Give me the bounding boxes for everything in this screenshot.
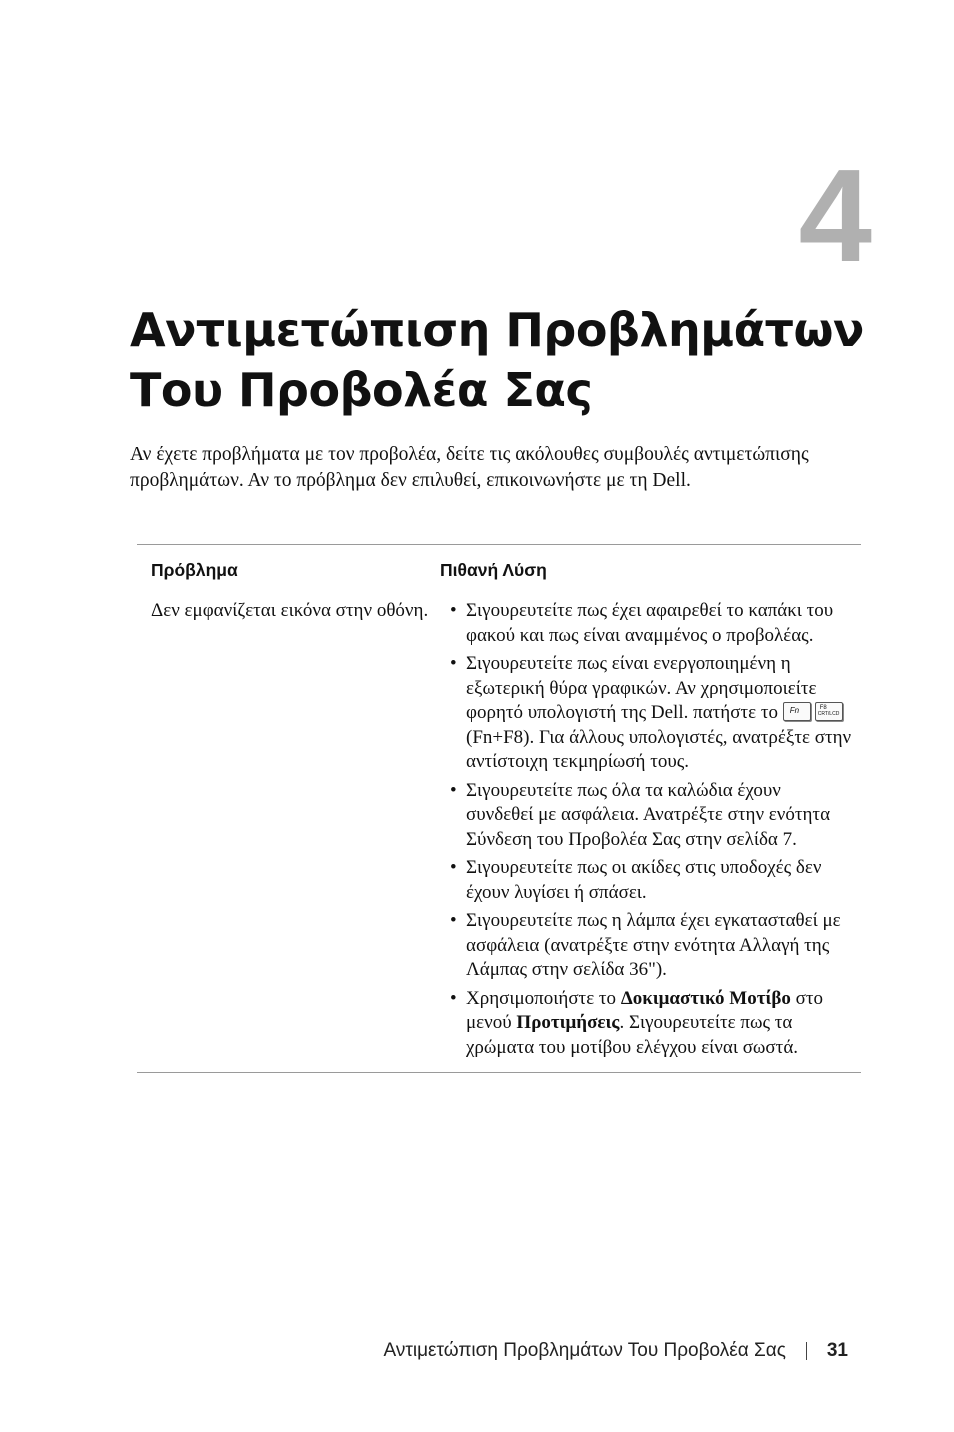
f8-key-icon — [815, 702, 843, 721]
solution-cell — [440, 599, 852, 1064]
header-solution: Πιθανή Λύση — [440, 559, 547, 580]
fn-key-icon — [783, 702, 811, 721]
f8-key-sublabel: CRT/LCD — [817, 711, 840, 717]
list-item — [440, 652, 852, 775]
table-header — [137, 545, 861, 595]
chapter-number: 4 — [798, 142, 872, 289]
preferences-term: Προτιμήσεις — [516, 1012, 620, 1033]
solution-text: . Σιγουρευτείτε πως τα χρώματα του μοτίβου ελέγχου είναι σωστά. — [466, 1012, 799, 1058]
page-footer — [384, 1340, 848, 1362]
list-item — [440, 987, 852, 1061]
solution-text: στο μενού — [466, 987, 824, 1033]
troubleshooting-table — [137, 544, 861, 1073]
header-problem: Πρόβλημα — [151, 559, 238, 580]
list-item: • Σιγουρευτείτε πως έχει αφαιρεθεί το καπάκι του φακού και πως είναι αναμμένος ο προβολέας. — [440, 599, 852, 648]
test-pattern-term: Δοκιμαστικό Μοτίβο — [620, 987, 791, 1009]
problem-cell: Δεν εμφανίζεται εικόνα στην οθόνη. — [151, 600, 429, 621]
solution-text: Σιγουρευτείτε πως είναι ενεργοποιημένη η εξωτερική θύρα γραφικών. Αν χρησιμοποιείτε φορητό υπολογιστή της Dell. πατήστε το — [466, 653, 817, 723]
page-title-line-1: Αντιμετώπιση Προβλημάτων — [130, 303, 864, 357]
table-row — [137, 595, 861, 1064]
solution-text: Χρησιμοποιήστε το — [466, 987, 621, 1009]
f8-key-label: F8 — [819, 705, 827, 711]
solution-list — [440, 599, 852, 1060]
list-item: • Σιγουρευτείτε πως οι ακίδες στις υποδοχές δεν έχουν λυγίσει ή σπάσει. — [440, 856, 852, 905]
intro-paragraph: Αν έχετε προβλήματα με τον προβολέα, δείτε τις ακόλουθες συμβουλές αντιμετώπισης προβλημάτων. Αν το πρόβλημα δεν επιλυθεί, επικοινωνήστε με τη Dell. — [130, 444, 809, 491]
list-item: • Σιγουρευτείτε πως η λάμπα έχει εγκατασταθεί με ασφάλεια (ανατρέξτε στην ενότητα Αλλαγή της Λάμπας στην σελίδα 36"). — [440, 909, 852, 983]
solution-text: (Fn+F8). Για άλλους υπολογιστές, ανατρέξτε στην αντίστοιχη τεκμηρίωσή τους. — [466, 726, 852, 772]
page-number: 31 — [826, 1340, 848, 1361]
page-title-line-2: Του Προβολέα Σας — [130, 363, 593, 417]
list-item: • Σιγουρευτείτε πως όλα τα καλώδια έχουν συνδεθεί με ασφάλεια. Ανατρέξτε στην ενότητα Σύνδεση του Προβολέα Σας στην σελίδα 7. — [440, 779, 852, 853]
footer-section-title: Αντιμετώπιση Προβλημάτων Του Προβολέα Σας — [383, 1340, 786, 1361]
footer-divider — [806, 1342, 807, 1360]
fn-key-label: Fn — [789, 706, 800, 715]
page-title — [130, 300, 864, 420]
